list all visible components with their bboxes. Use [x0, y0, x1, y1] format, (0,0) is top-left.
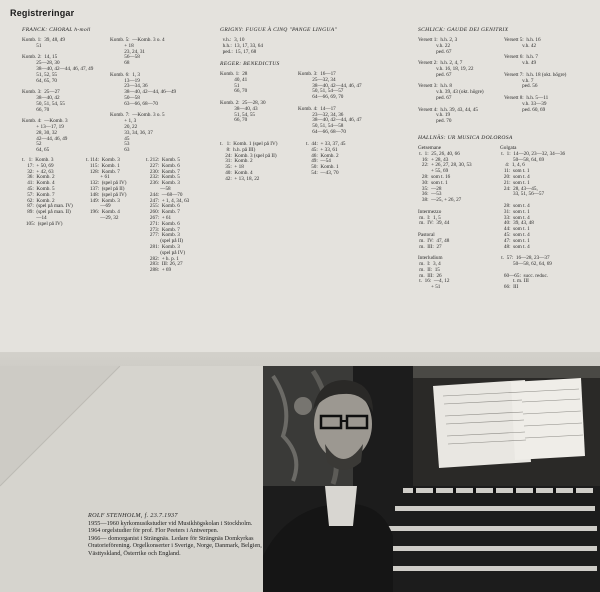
grigny-registration: v.h.: 3, 10 h.h.: 13, 17, 33, 64 ped.: 15, 17, 68 — [222, 37, 263, 55]
fold-line — [0, 352, 600, 366]
organist-name: ROLF STENHOLM, f. 23.7.1937 — [88, 512, 178, 519]
grigny-title: GRIGNY: FUGUE À CINQ "PANGE LINGUA" — [220, 27, 338, 33]
biography-further-studies: 1964 orgelstudier för prof. Flor Peeters i Antwerpen. — [88, 527, 219, 535]
organist-at-console-image — [263, 366, 600, 592]
reger-combinations-left: Komb. 1: 28 40, 41 51 66, 70 Komb. 2: 25—28, 30 38—40, 43 51, 54, 55 66, 70 — [220, 71, 266, 124]
reger-title: REGER: BENEDICTUS — [220, 61, 280, 67]
page-title: Registreringar — [10, 8, 75, 18]
franck-combinations-left: Komb. 1: 39, 48, 49 51 Komb. 2: 14, 15 25—28, 30 38—40, 42—44, 46, 47, 49 51, 52, 55 64, 65, 70 Komb. 3: 25—27 38—40, 42 50, 51, 54, 55 66, 70 Komb. 4: —Komb. 3 + 13—17, 19 28, 30, 32 42—44, 46, 49 52 64, 65 — [22, 37, 94, 154]
organist-photo — [263, 366, 600, 592]
schlick-verses-right: Versett 5: h.h. 16 v.h. 42 Versett 6: h.h. 7 v.h. 49 Versett 7: h.h. 18 (okt. högre) v.h. 7 ped. 56 Versett 8: h.h. 5—11 v.h. 33—39 ped. 60, 69 — [504, 37, 567, 113]
schlick-title: SCHLICK: GAUDE DEI GENITRIX — [418, 27, 509, 33]
hallnas-left: Getsemane t. 1: 25, 26, 40, 66 16: + 28, 43 22: + 26, 27, 28, 30, 53 + 55, 69 28: som t. 16 30: som t. 1 35: —28 36: —53 38: —25, + 26, 27 Intermezzo m. I: 1, 5 m. IV: 39, 44 Pastoral m. IV: 47, 48 m. III: 27 Interludium m. I: 3, 4 m. II: 15 m. III: 26 t. 16: —4, 12 + 51 — [418, 145, 472, 291]
diagonal-fold-shadow — [0, 366, 260, 592]
biography-caption — [88, 512, 284, 558]
franck-measures-3: t. 212: Komb. 5 227: Komb. 6 230: Komb. 7 232: Komb. 5 236: Komb. 3 —58 244: —68—70 247: + 1, 4, 34, 63 255: Komb. 6 260: Komb. 7 267: + 61 271: Komb. 6 273: Komb. 7 277: Komb. 3 (spel på II) 281: Komb. 3 (spel på IV) 282: + h. p. 1 283: III: 26, 27 288: + 69 — [146, 157, 190, 274]
reger-measures-1: t. 1: Komb. 1 (spel på IV) 8: h.h. på III) 24: Komb. 3 (spel på II) 31: Komb. 2 35: + 18 40: Komb. 4 42: + 13, 18, 22 — [220, 141, 278, 182]
schlick-verses-left: Versett 1: h.h. 2, 3 v.h. 22 ped. 67 Versett 2: h.h. 2, 4, 7 v.h. 16, 18, 19, 22 ped. 67 Versett 3: h.h. 8 v.h. 39, 43 (okt. högre) ped. 67 Versett 4: h.h. 39, 43, 44, 45 v.h. 19 ped. 70 — [418, 37, 484, 125]
biography-studies: 1955—1960 kyrkomusikstudier vid Musikhögskolan i Stockholm. — [88, 519, 253, 527]
franck-combinations-right: Komb. 5: —Komb. 3 o. 4 + 18 23, 24, 31 56—58 68 Komb. 6: 1, 3 13—19 23—34, 36 38—40, 42—44, 46—49 50—58 63—66, 68—70 Komb. 7: —Komb. 3 o. 5 + 1, 3 20, 22 33, 34, 36, 37 45 53 63 — [110, 37, 177, 154]
reger-measures-2: t. 44: + 33, 37, 45 45: + 33, 61 46: Komb. 2 49: —54 50: Komb. 1 54: —43, 70 — [306, 141, 346, 176]
reger-combinations-right: Komb. 3: 16—17 25—32, 34 38—40, 42—44, 46, 47 50, 51, 54—57 64—66, 69, 70 Komb. 4: 14—17 23—32, 34, 36 38—40, 42—44, 46, 47 50, 51, 54—58 64—66, 68—70 — [298, 71, 362, 135]
franck-measures-1: t. 1: Komb. 3 17: + 50, 69 32: + 42, 63 36: Komb. 2 41: Komb. 4 45: Komb. 5 57: Komb. 7 62: Komb. 2 87: (spel på man. IV) 89: (spel på man. II) —14 105: (spel på IV) — [22, 157, 73, 227]
franck-title: FRANCK: CHORAL h-moll — [22, 27, 91, 33]
franck-measures-2: t. 114: Komb. 3 115: Komb. 1 128: Komb. 7 + 61 132: (spel på IV) 137: (spel på II) 148: (spel på IV) 149: Komb. 3 —69 196: Komb. 4 —29, 32 — [86, 157, 127, 221]
hallnas-title: HALLNÄS: UR MUSICA DOLOROSA — [418, 135, 513, 141]
hallnas-right: Golgata t. 1: 14—20, 23—32, 34—36 50—58, 64, 69 4: 1, 4, 6 11: som t. 1 20: som t. 4 21: som t. 1 24: 28, 43—45, 33, 51, 56—57 28: som t. 4 31: som t. 1 33: som t. 4 40: 39, 43, 48 44: som t. 1 45: som t. 4 47: som t. 1 48: som t. 4 t. 57: 16—28, 23—37 50—58, 62, 64, 69 60—65: succ. reduc. t. m. III 66: III — [500, 145, 566, 291]
biography-career: 1966— domorganist i Strängnäs. Ledare för Strängnäs Domkyrkas Oratorieförening. Orgelkonserter i Sverige, Norge, Danmark, Belgien, Västtyskland, Österrike och England. — [88, 534, 262, 557]
